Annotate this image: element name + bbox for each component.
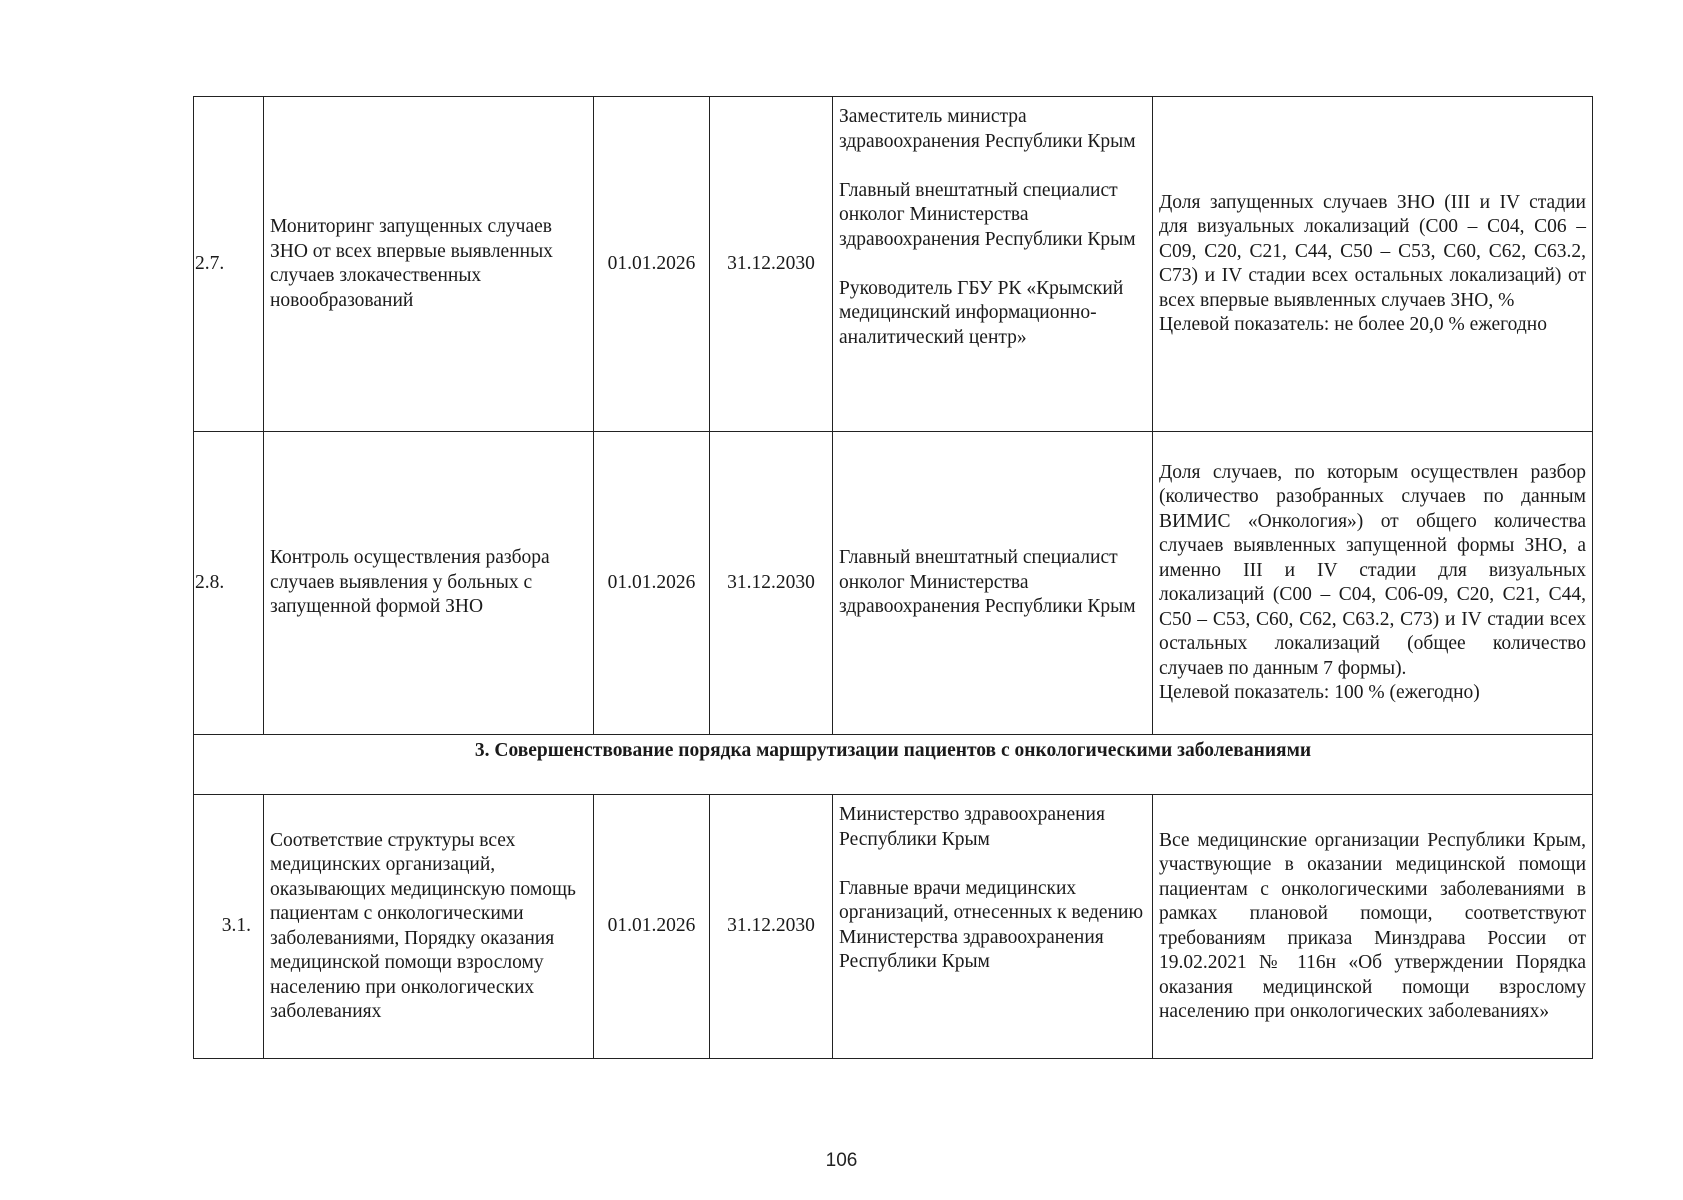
section-title: 3. Совершенствование порядка маршрутизации пациентов с онкологическими заболеваниями — [194, 735, 1593, 795]
measure-title: Соответствие структуры всех медицинских организаций, оказывающих медицинскую помощь пациентам с онкологическими заболеваниями, Порядку оказания медицинской помощи взрослому населению при онкологических заболеваниях — [264, 795, 594, 1059]
table-row — [194, 432, 1593, 735]
responsible-person: Руководитель ГБУ РК «Крымский медицинский информационно-аналитический центр» — [839, 277, 1124, 348]
responsible-cell — [833, 97, 1153, 432]
target-value: Целевой показатель: не более 20,0 % ежегодно — [1159, 314, 1547, 335]
start-date: 01.01.2026 — [594, 795, 710, 1059]
responsible-person: Главный внештатный специалист онколог Министерства здравоохранения Республики Крым — [839, 547, 1136, 618]
indicator-cell — [1153, 795, 1593, 1059]
end-date: 31.12.2030 — [710, 795, 833, 1059]
indicator-text: Все медицинские организации Республики Крым, участвующие в оказании медицинской помощи пациентам с онкологическими заболеваниями в рамках плановой помощи, соответствуют требованиям приказа Минздрава России от 19.02.2021 № 116н «Об утверждении Порядка оказания медицинской помощи взрослому населению при онкологических заболеваниях» — [1159, 829, 1586, 1022]
measure-title: Контроль осуществления разбора случаев выявления у больных с запущенной формой ЗНО — [264, 432, 594, 735]
responsible-person: Главный внештатный специалист онколог Министерства здравоохранения Республики Крым — [839, 179, 1136, 250]
start-date: 01.01.2026 — [594, 432, 710, 735]
responsible-person: Главные врачи медицинских организаций, отнесенных к ведению Министерства здравоохранения Республики Крым — [839, 877, 1144, 972]
page-number: 106 — [825, 1150, 858, 1171]
indicator-text: Доля запущенных случаев ЗНО (III и IV стадии для визуальных локализаций (С00 – С04, С06 – С09, С20, С21, С44, С50 – С53, С60, С62, С63.2, С73) и IV стадии всех остальных локализаций) от всех впервые выявленных случаев ЗНО, % — [1159, 191, 1586, 311]
end-date: 31.12.2030 — [710, 432, 833, 735]
responsible-cell — [833, 795, 1153, 1059]
indicator-cell — [1153, 97, 1593, 432]
measures-table — [193, 96, 1593, 1059]
measure-title: Мониторинг запущенных случаев ЗНО от всех впервые выявленных случаев злокачественных новообразований — [264, 97, 594, 432]
start-date: 01.01.2026 — [594, 97, 710, 432]
indicator-text: Доля случаев, по которым осуществлен разбор (количество разобранных случаев по данным ВИМИС «Онкология») от общего количества случаев выявленных запущенной формы ЗНО, а именно III и IV стадии для визуальных локализаций (С00 – С04, С06-09, С20, С21, С44, С50 – С53, С60, С62, С63.2, С73) и IV стадии всех остальных локализаций (общее количество случаев по данным 7 формы). — [1159, 461, 1586, 679]
row-number: 2.8. — [194, 432, 264, 735]
responsible-person: Министерство здравоохранения Республики Крым — [839, 804, 1105, 850]
row-number: 3.1. — [194, 795, 264, 1059]
responsible-person: Заместитель министра здравоохранения Республики Крым — [839, 106, 1136, 152]
responsible-cell — [833, 432, 1153, 735]
row-number: 2.7. — [194, 97, 264, 432]
end-date: 31.12.2030 — [710, 97, 833, 432]
target-value: Целевой показатель: 100 % (ежегодно) — [1159, 682, 1480, 703]
table-row — [194, 795, 1593, 1059]
table-row — [194, 97, 1593, 432]
section-row — [194, 735, 1593, 795]
indicator-cell — [1153, 432, 1593, 735]
